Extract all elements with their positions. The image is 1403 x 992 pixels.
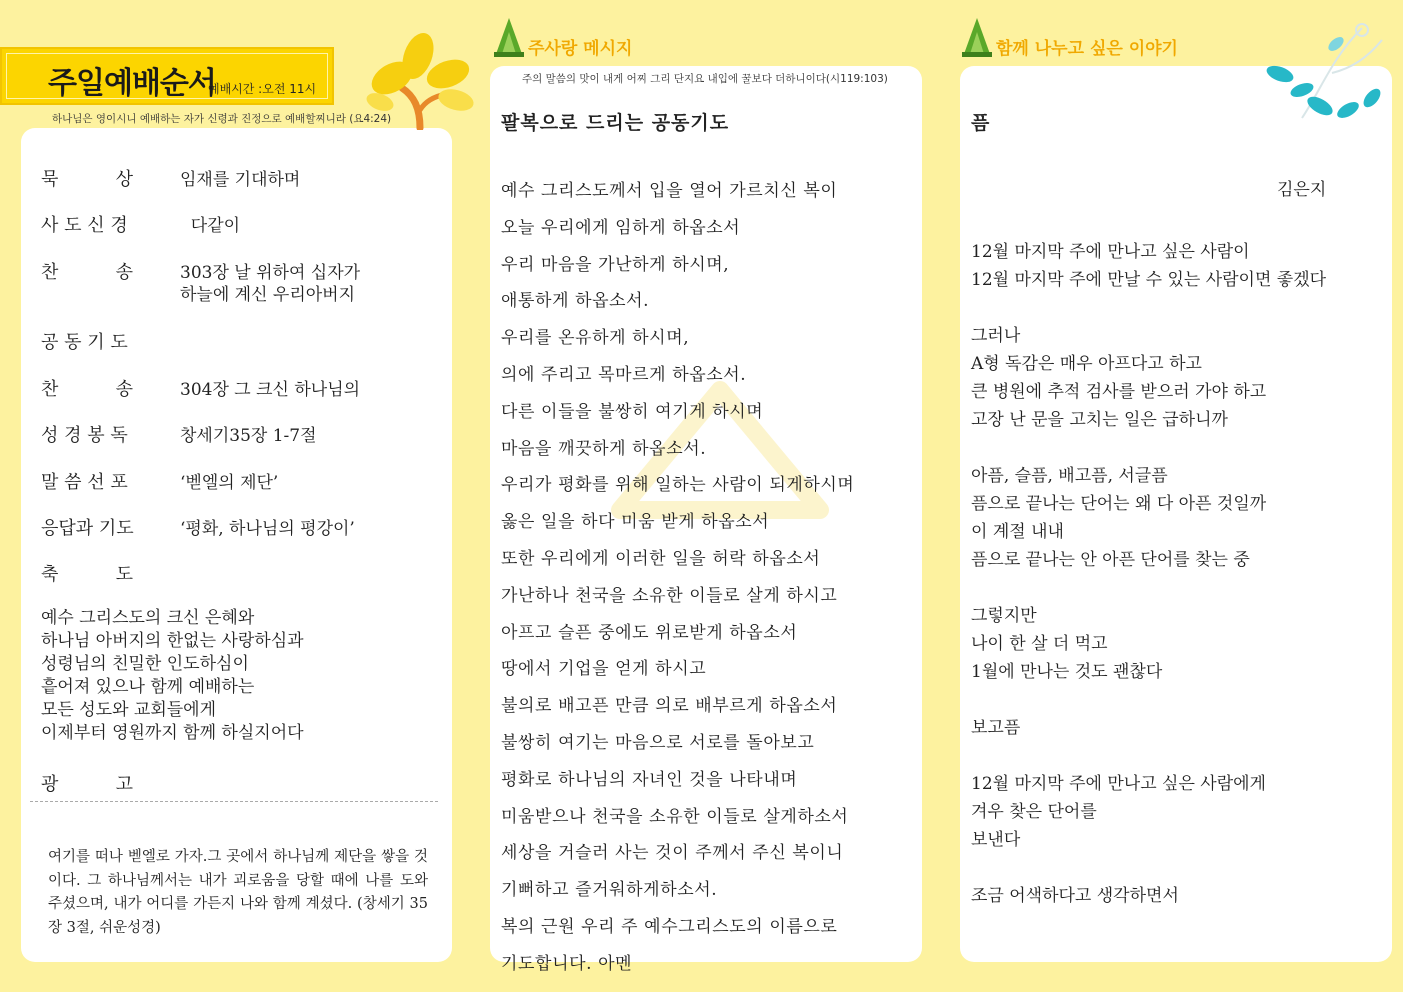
poem-line [971, 742, 1326, 770]
poem-line: 이 계절 내내 [971, 522, 1064, 542]
prayer-text [501, 173, 854, 983]
poem-line [971, 434, 1326, 462]
prayer-line: 아프고 슬픈 중에도 위로받게 하옵소서 [501, 622, 798, 643]
prayer-line: 평화로 하나님의 자녀인 것을 나타내며 [501, 769, 798, 790]
worship-order-panel [21, 128, 452, 962]
order-label: 공 동 기 도 [41, 332, 128, 353]
order-label: 찬 송 [41, 379, 133, 400]
prayer-line: 미움받으나 천국을 소유한 이들로 살게하소서 [501, 806, 849, 827]
poem-line: 아픔, 슬픔, 배고픔, 서글픔 [971, 466, 1168, 486]
benediction-line: 하나님 아버지의 한없는 사랑하심과 [41, 631, 304, 651]
order-label: 찬 송 [41, 262, 133, 283]
service-time: 예배시간 :오전 11시 [208, 82, 317, 96]
story-section-title: 함께 나누고 싶은 이야기 [996, 39, 1178, 59]
poem-line: 큰 병원에 추적 검사를 받으러 가야 하고 [971, 382, 1267, 402]
prayer-line: 예수 그리스도께서 입을 열어 가르치신 복이 [501, 181, 838, 201]
flourish-leaves-icon [1262, 18, 1392, 133]
prayer-line: 의에 주리고 목마르게 하옵소서. [501, 364, 747, 385]
poem-line: 조금 어색하다고 생각하면서 [971, 886, 1179, 906]
prayer-line: 애통하게 하옵소서. [501, 291, 650, 312]
prayer-title: 팔복으로 드리는 공동기도 [501, 112, 730, 134]
order-label: 사 도 신 경 [41, 215, 128, 236]
prayer-line: 마음을 깨끗하게 하옵소서. [501, 438, 707, 459]
poem-line: 12월 마지막 주에 만나고 싶은 사람에게 [971, 774, 1266, 794]
dashed-divider [30, 801, 438, 802]
benediction-line: 예수 그리스도의 크신 은혜와 [41, 608, 255, 628]
poem-line: 픔으로 끝나는 단어는 왜 다 아픈 것일까 [971, 494, 1267, 514]
poem-line: 고장 난 문을 고치는 일은 급하니까 [971, 410, 1228, 430]
prayer-line: 불의로 배고픈 만큼 의로 배부르게 하옵소서 [501, 696, 838, 717]
message-verse: 주의 말씀의 맛이 내게 어찌 그리 단지요 내입에 꿀보다 더하니이다(시119:103) [522, 73, 888, 85]
order-label: 성 경 봉 독 [41, 425, 128, 446]
prayer-line: 기뻐하고 즐거워하게하소서. [501, 880, 718, 901]
prayer-line: 다른 이들을 불쌍히 여기게 하시며 [501, 401, 764, 422]
poem-line: 12월 마지막 주에 만날 수 있는 사람이면 좋겠다 [971, 270, 1327, 290]
poem-line [971, 854, 1326, 882]
order-value: 304장 그 크신 하나님의 [180, 380, 361, 400]
poem-line: 그러나 [971, 326, 1021, 346]
order-value: ‘벧엘의 제단’ [180, 473, 279, 493]
benediction-line: 이제부터 영원까지 함께 하실지어다 [41, 723, 304, 743]
order-label: 축 도 [41, 564, 133, 585]
poem-line: 보고픔 [971, 718, 1021, 738]
order-value: 다같이 [180, 216, 241, 236]
tree-leaf-icon [362, 30, 480, 130]
order-label: 응답과 기도 [41, 518, 134, 539]
prayer-line: 가난하나 천국을 소유한 이들로 살게 하시고 [501, 585, 838, 606]
prayer-line: 불쌍히 여기는 마음으로 서로를 돌아보고 [501, 732, 815, 753]
poem-line: 12월 마지막 주에 만나고 싶은 사람이 [971, 242, 1250, 262]
prayer-line: 오늘 우리에게 임하게 하옵소서 [501, 217, 741, 238]
prayer-line: 기도합니다. 아멘 [501, 953, 633, 974]
order-label: 말 씀 선 포 [41, 472, 128, 493]
poem-line: 픔으로 끝나는 안 아픈 단어를 찾는 중 [971, 550, 1250, 570]
benediction-text [41, 607, 304, 745]
prayer-line: 또한 우리에게 이러한 일을 허락 하옵소서 [501, 548, 821, 569]
order-value-2: 하늘에 계신 우리아버지 [180, 285, 356, 305]
poem-line: 나이 한 살 더 먹고 [971, 634, 1108, 654]
order-label: 묵 상 [41, 169, 133, 190]
order-label: 광 고 [41, 774, 133, 795]
poem-line: 보낸다 [971, 830, 1021, 850]
benediction-line: 흩어져 있으나 함께 예배하는 [41, 677, 255, 697]
prayer-line: 세상을 거슬러 사는 것이 주께서 주신 복이니 [501, 843, 844, 864]
scripture-quote: 여기를 떠나 벧엘로 가자.그 곳에서 하나님께 제단을 쌓을 것이다. 그 하나님께서는 내가 괴로움을 당할 때에 나를 도와 주셨으며, 내가 어디를 가든지 나와 함께 계셨다. (창세기 35장 3절, 쉬운성경) [48, 849, 428, 936]
prayer-line: 우리가 평화를 위해 일하는 사람이 되게하시며 [501, 475, 855, 496]
prayer-line: 우리를 온유하게 하시며, [501, 328, 690, 349]
poem-line: 1월에 만나는 것도 괜찮다 [971, 662, 1163, 682]
poem-line: A형 독감은 매우 아프다고 하고 [971, 354, 1202, 374]
header-verse: 하나님은 영이시니 예배하는 자가 신령과 진정으로 예배할찌니라 (요4:24) [52, 113, 392, 125]
prayer-line: 옳은 일을 하다 미움 받게 하옵소서 [501, 512, 770, 533]
order-value: 303장 날 위하여 십자가 [180, 263, 361, 283]
poem-text [971, 238, 1326, 910]
poem-line [971, 686, 1326, 714]
prayer-line: 땅에서 기업을 얻게 하시고 [501, 659, 707, 680]
benediction-line: 모든 성도와 교회들에게 [41, 700, 217, 720]
section-logo-icon [492, 14, 526, 60]
poem-author: 김은지 [1277, 180, 1327, 200]
prayer-line: 복의 근원 우리 주 예수그리스도의 이름으로 [501, 916, 838, 937]
order-value: 임재를 기대하며 [180, 170, 301, 190]
order-value: 창세기35장 1-7절 [180, 426, 317, 446]
poem-title: 픔 [971, 112, 990, 134]
poem-line: 그렇지만 [971, 606, 1037, 626]
page-title: 주일예배순서 [48, 66, 216, 101]
message-section-title: 주사랑 메시지 [528, 39, 633, 59]
section-logo-icon [960, 14, 994, 60]
poem-line [971, 574, 1326, 602]
prayer-line: 우리 마음을 가난하게 하시며, [501, 254, 730, 275]
benediction-line: 성령님의 친밀한 인도하심이 [41, 654, 249, 674]
order-value: ‘평화, 하나님의 평강이’ [180, 519, 355, 539]
poem-line: 겨우 찾은 단어를 [971, 802, 1097, 822]
poem-line [971, 294, 1326, 322]
